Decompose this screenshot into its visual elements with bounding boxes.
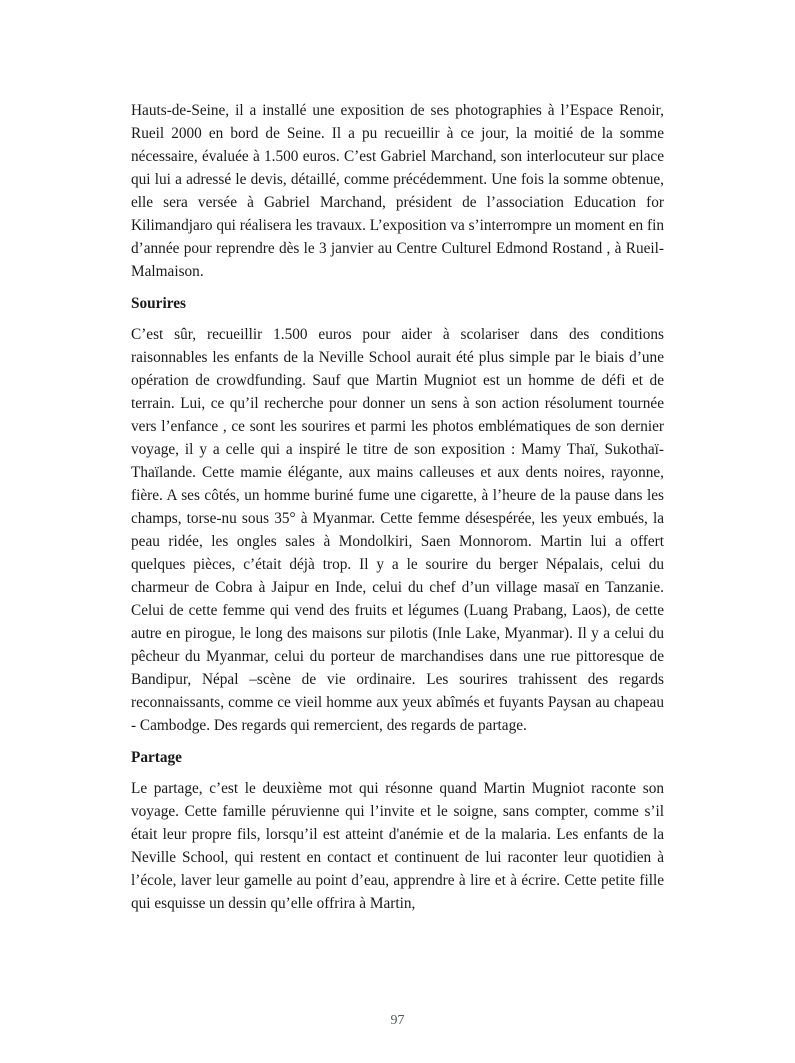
section-heading-sourires: Sourires [131, 295, 186, 312]
document-body [131, 99, 664, 915]
section-heading-partage: Partage [131, 749, 182, 766]
paragraph-sourires: C’est sûr, recueillir 1.500 euros pour aider à scolariser dans des conditions raisonnables les enfants de la Neville School aurait été plus simple par le biais d’une opération de crowdfunding. Sauf que Martin Mugniot est un homme de défi et de terrain. Lui, ce qu’il recherche pour donner un sens à son action résolument tournée vers l’enfance , ce sont les sourires et parmi les photos emblématiques de son dernier voyage, il y a celle qui a inspiré le titre de son exposition : Mamy Thaï, Sukothaï-Thaïlande. Cette mamie élégante, aux mains calleuses et aux dents noires, rayonne, fière. A ses côtés, un homme buriné fume une cigarette, à l’heure de la pause dans les champs, torse-nu sous 35° à Myanmar. Cette femme désespérée, les yeux embués, la peau ridée, les ongles sales à Mondolkiri, Saen Monnorom. Martin lui a offert quelques pièces, c’était déjà trop. Il y a le sourire du berger Népalais, celui du charmeur de Cobra à Jaipur en Inde, celui du chef d’un village masaï en Tanzanie. Celui de cette femme qui vend des fruits et légumes (Luang Prabang, Laos), de cette autre en pirogue, le long des maisons sur pilotis (Inle Lake, Myanmar). Il y a celui du pêcheur du Myanmar, celui du porteur de marchandises dans une rue pittoresque de Bandipur, Népal –scène de vie ordinaire. Les sourires trahissent des regards reconnaissants, comme ce vieil homme aux yeux abîmés et fuyants Paysan au chapeau - Cambodge. Des regards qui remercient, des regards de partage. [131, 326, 664, 734]
paragraph-partage: Le partage, c’est le deuxième mot qui résonne quand Martin Mugniot raconte son voyage. Cette famille péruvienne qui l’invite et le soigne, sans compter, comme s’il était leur propre fils, lorsqu’il est atteint d'anémie et de la malaria. Les enfants de la Neville School, qui restent en contact et continuent de lui raconter leur quotidien à l’école, laver leur gamelle au point d’eau, apprendre à lire et à écrire. Cette petite fille qui esquisse un dessin qu’elle offrira à Martin, [131, 780, 664, 912]
paragraph-exposition: Hauts-de-Seine, il a installé une exposition de ses photographies à l’Espace Renoir, Rueil 2000 en bord de Seine. Il a pu recueillir à ce jour, la moitié de la somme nécessaire, évaluée à 1.500 euros. C’est Gabriel Marchand, son interlocuteur sur place qui lui a adressé le devis, détaillé, comme précédemment. Une fois la somme obtenue, elle sera versée à Gabriel Marchand, président de l’association Education for Kilimandjaro qui réalisera les travaux. L’exposition va s’interrompre un moment en fin d’année pour reprendre dès le 3 janvier au Centre Culturel Edmond Rostand , à Rueil-Malmaison. [131, 102, 664, 280]
page-number: 97 [390, 1013, 405, 1028]
